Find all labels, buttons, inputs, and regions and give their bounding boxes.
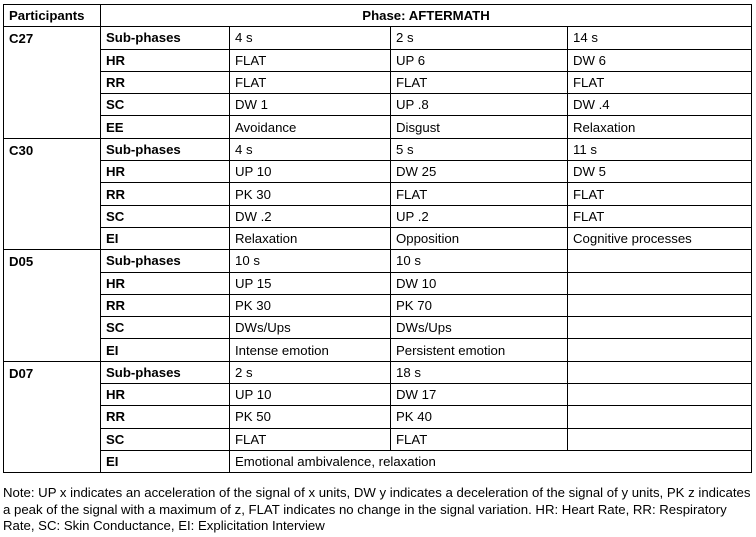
table-row [4,205,752,227]
data-cell [568,272,752,294]
data-cell: UP 10 [230,384,391,406]
table-row [4,94,752,116]
data-cell: DW 5 [568,161,752,183]
data-cell: Relaxation [230,227,391,249]
data-cell: Opposition [391,227,568,249]
data-cell: DWs/Ups [391,317,568,339]
table-row [4,406,752,428]
table-row [4,138,752,160]
row-label: HR [101,161,230,183]
participant-id: C30 [4,138,101,249]
table-row [4,27,752,49]
data-cell: UP 10 [230,161,391,183]
data-cell: FLAT [568,183,752,205]
data-cell: DW 25 [391,161,568,183]
row-label: SC [101,205,230,227]
data-cell: 18 s [391,361,568,383]
row-label: Sub-phases [101,361,230,383]
table-row [4,272,752,294]
participant-id: D07 [4,361,101,472]
row-label: EI [101,450,230,472]
row-label: HR [101,384,230,406]
table-row [4,71,752,93]
data-cell: UP .8 [391,94,568,116]
data-cell: 4 s [230,27,391,49]
table-row [4,317,752,339]
data-cell: DW 10 [391,272,568,294]
table-row [4,116,752,138]
data-cell: DWs/Ups [230,317,391,339]
aftermath-table [3,4,752,473]
data-cell: FLAT [391,71,568,93]
data-cell: FLAT [391,428,568,450]
data-cell: Avoidance [230,116,391,138]
data-cell [568,428,752,450]
row-label: SC [101,94,230,116]
row-label: SC [101,428,230,450]
header-row [4,5,752,27]
row-label: EI [101,339,230,361]
data-cell: 14 s [568,27,752,49]
row-label: EI [101,227,230,249]
phase-header: Phase: AFTERMATH [101,5,752,27]
table-row [4,161,752,183]
data-cell: FLAT [568,71,752,93]
data-cell: 10 s [391,250,568,272]
row-label: SC [101,317,230,339]
data-cell: 11 s [568,138,752,160]
table-note: Note: UP x indicates an acceleration of the signal of x units, DW y indicates a deceleration of the signal of y units, PK z indicates a peak of the signal with a maximum of z, FLAT indicates no change in the signal variation. HR: Heart Rate, RR: Respiratory Rate, SC: Skin Conductance, EI: Explicitation Interview [3,485,751,533]
data-cell: 5 s [391,138,568,160]
data-cell: 2 s [230,361,391,383]
table-row [4,361,752,383]
data-cell [568,250,752,272]
data-cell: Disgust [391,116,568,138]
data-cell [568,339,752,361]
row-label: Sub-phases [101,250,230,272]
data-cell: Relaxation [568,116,752,138]
data-cell: FLAT [230,49,391,71]
data-cell: UP 15 [230,272,391,294]
data-cell: PK 30 [230,294,391,316]
row-label: RR [101,294,230,316]
data-cell: PK 70 [391,294,568,316]
data-cell [568,384,752,406]
data-cell: 2 s [391,27,568,49]
row-label: RR [101,406,230,428]
table-row [4,250,752,272]
data-cell: FLAT [230,71,391,93]
data-cell: Persistent emotion [391,339,568,361]
data-cell: Intense emotion [230,339,391,361]
data-cell: Cognitive processes [568,227,752,249]
participant-id: C27 [4,27,101,138]
table-row [4,183,752,205]
data-cell: 10 s [230,250,391,272]
data-cell: DW .4 [568,94,752,116]
row-label: RR [101,71,230,93]
data-cell: FLAT [391,183,568,205]
data-cell: PK 40 [391,406,568,428]
table-row [4,294,752,316]
row-label: HR [101,49,230,71]
data-cell: UP 6 [391,49,568,71]
row-label: RR [101,183,230,205]
data-cell: PK 30 [230,183,391,205]
merged-cell: Emotional ambivalence, relaxation [230,450,752,472]
row-label: HR [101,272,230,294]
table-row [4,428,752,450]
data-cell: DW .2 [230,205,391,227]
data-cell: DW 1 [230,94,391,116]
data-cell: DW 17 [391,384,568,406]
row-label: Sub-phases [101,27,230,49]
table-row [4,450,752,472]
data-cell: FLAT [230,428,391,450]
data-cell [568,406,752,428]
data-cell: DW 6 [568,49,752,71]
row-label: EE [101,116,230,138]
participant-id: D05 [4,250,101,361]
table-row [4,49,752,71]
participants-header: Participants [4,5,101,27]
data-cell [568,361,752,383]
data-cell: FLAT [568,205,752,227]
table-row [4,339,752,361]
data-cell: UP .2 [391,205,568,227]
data-cell: 4 s [230,138,391,160]
table-row [4,227,752,249]
table-row [4,384,752,406]
data-cell [568,294,752,316]
data-cell [568,317,752,339]
data-cell: PK 50 [230,406,391,428]
row-label: Sub-phases [101,138,230,160]
